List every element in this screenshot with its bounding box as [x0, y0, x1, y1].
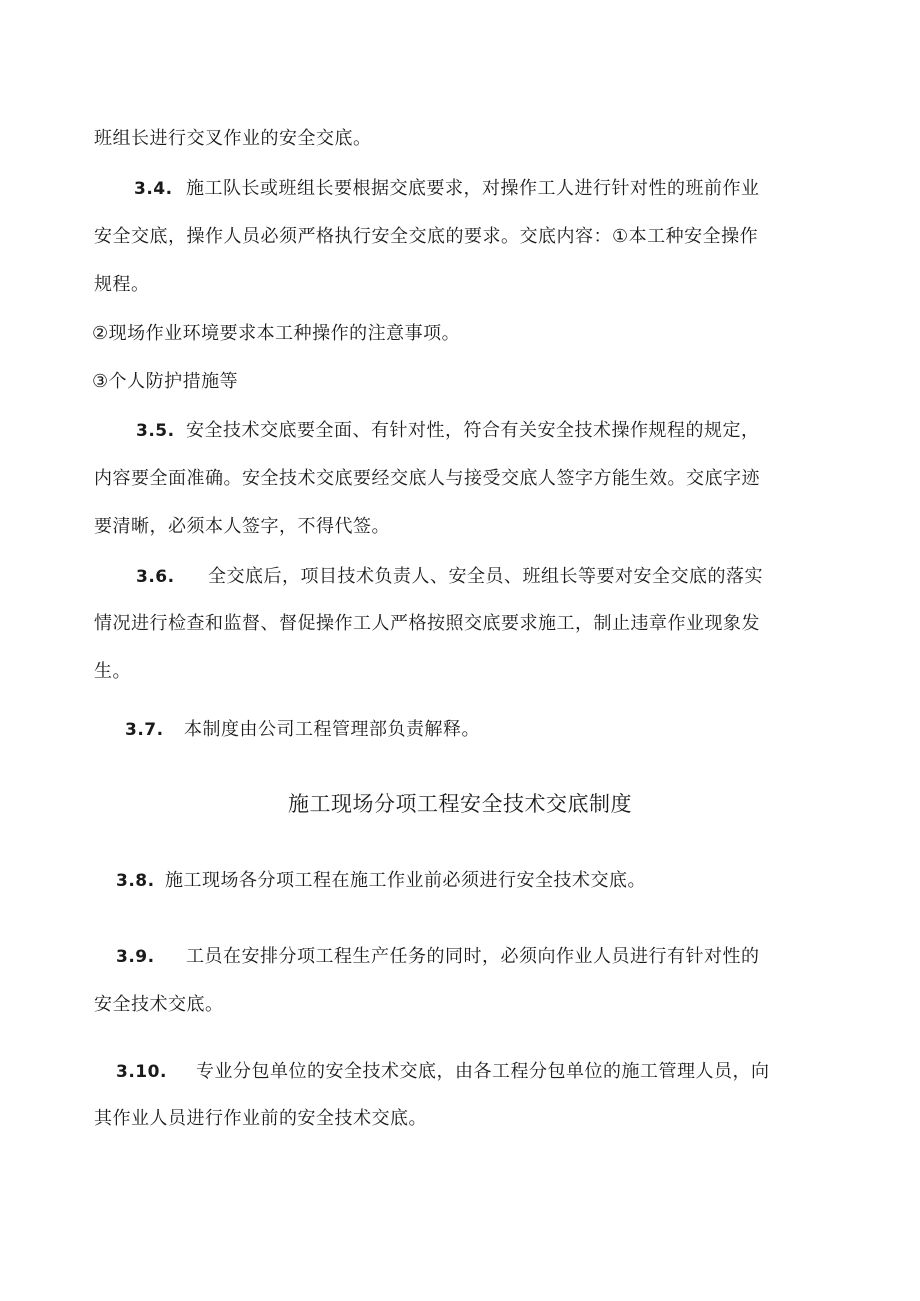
text: 安全技术交底要全面、有针对性，符合有关安全技术操作规程的规定， [186, 420, 760, 441]
text: 工员在安排分项工程生产任务的同时，必须向作业人员进行有针对性的 [186, 946, 760, 967]
list-item-3 [92, 369, 238, 395]
clause-3-9-line-2 [94, 992, 224, 1018]
text: 其作业人员进行作业前的安全技术交底。 [94, 1108, 427, 1129]
clause-3-4-line-1 [134, 176, 760, 202]
text: 全交底后，项目技术负责人、安全员、班组长等要对安全交底的落实 [208, 566, 763, 587]
clause-number: 3.7. [125, 720, 164, 740]
clause-3-6-line-3 [94, 659, 131, 685]
clause-3-6-line-2 [94, 611, 760, 637]
clause-3-5-line-2 [94, 466, 760, 492]
clause-3-10-line-2 [94, 1106, 427, 1132]
section-heading: 施工现场分项工程安全技术交底制度 [288, 792, 632, 816]
clause-number: 3.6. [136, 567, 175, 587]
clause-3-4-line-3 [94, 272, 150, 298]
text: 要清晰，必须本人签字，不得代签。 [94, 516, 390, 537]
text: 施工现场各分项工程在施工作业前必须进行安全技术交底。 [165, 870, 646, 891]
clause-3-9-line-1 [116, 944, 760, 970]
clause-3-8 [116, 868, 646, 894]
text: 内容要全面准确。安全技术交底要经交底人与接受交底人签字方能生效。交底字迹 [94, 468, 760, 489]
clause-3-6-line-1 [136, 564, 763, 590]
clause-3-4-line-2 [94, 224, 758, 250]
text: 专业分包单位的安全技术交底，由各工程分包单位的施工管理人员，向 [196, 1061, 770, 1082]
clause-number: 3.5. [136, 421, 175, 441]
clause-number: 3.9. [116, 947, 155, 967]
text: ②现场作业环境要求本工种操作的注意事项。 [92, 323, 461, 344]
text: 安全技术交底。 [94, 994, 224, 1015]
clause-number: 3.4. [134, 179, 173, 199]
text: ③个人防护措施等 [92, 371, 239, 392]
text: 本制度由公司工程管理部负责解释。 [184, 719, 480, 740]
text: 安全交底，操作人员必须严格执行安全交底的要求。交底内容：①本工种安全操作 [94, 226, 759, 247]
text: 班组长进行交叉作业的安全交底。 [94, 128, 372, 149]
paragraph-line [94, 126, 372, 152]
text: 施工队长或班组长要根据交底要求，对操作工人进行针对性的班前作业 [186, 178, 760, 199]
clause-number: 3.8. [116, 871, 155, 891]
list-item-2 [92, 321, 460, 347]
clause-3-10-line-1 [116, 1059, 770, 1085]
clause-number: 3.10. [116, 1062, 167, 1082]
clause-3-5-line-1 [136, 418, 760, 444]
text: 规程。 [94, 274, 150, 295]
clause-3-5-line-3 [94, 514, 390, 540]
text: 情况进行检查和监督、督促操作工人严格按照交底要求施工，制止违章作业现象发 [94, 613, 760, 634]
clause-3-7 [125, 717, 480, 743]
text: 生。 [94, 661, 131, 682]
